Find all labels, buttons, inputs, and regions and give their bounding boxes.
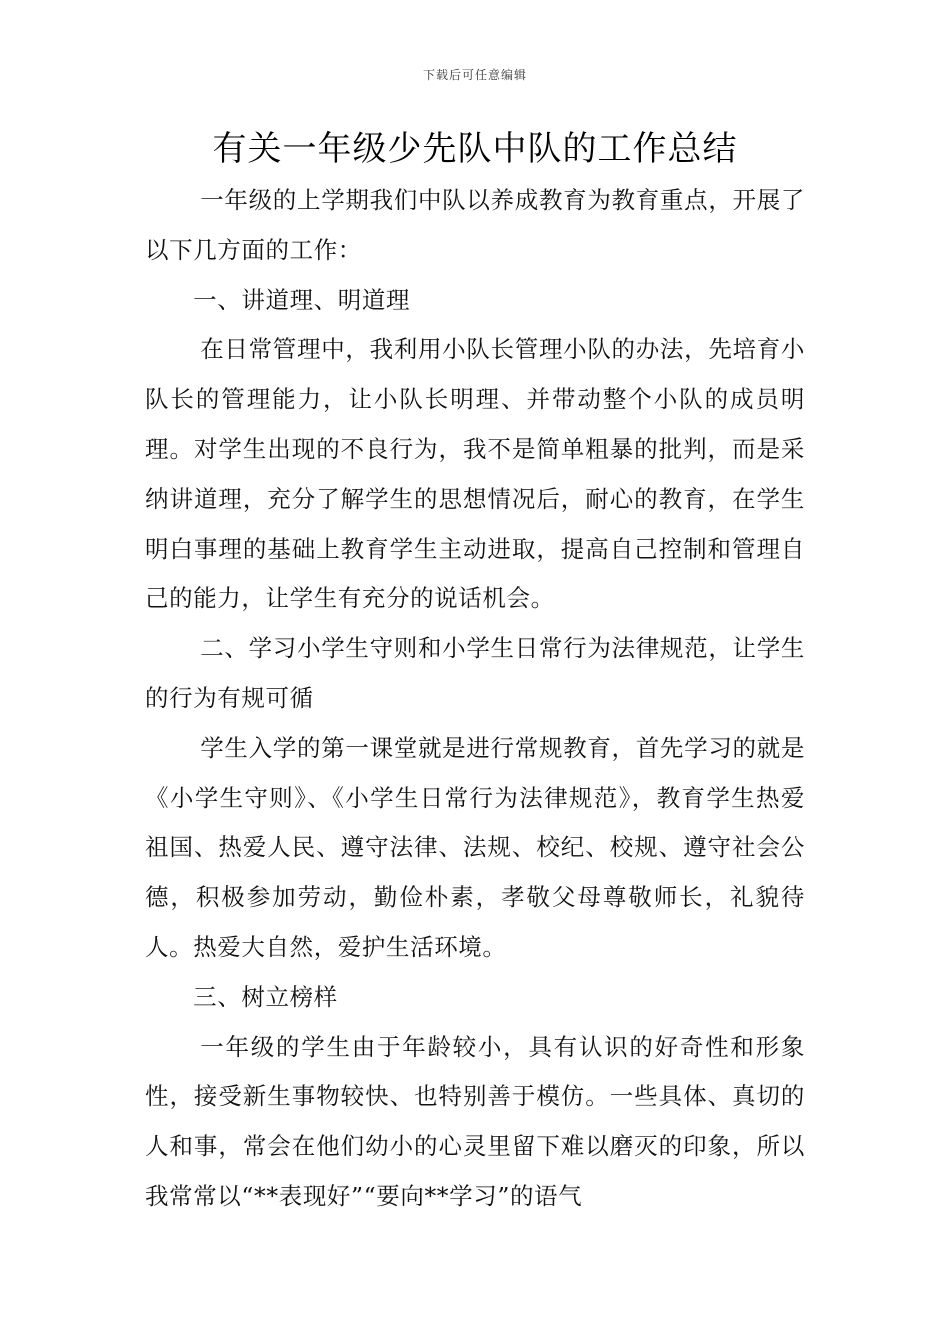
section-heading-3: 三、树立榜样	[193, 982, 338, 1011]
paragraph-section-1: 在日常管理中，我利用小队长管理小队的办法，先培育小队长的管理能力，让小队长明理、并带动整个小队的成员明理。对学生出现的不良行为，我不是简单粗暴的批判，而是采纳讲道理，充分了解学生的思想情况后，耐心的教育，在学生明白事理的基础上教育学生主动进取，提高自己控制和管理自己的能力，让学生有充分的说话机会。	[145, 335, 805, 613]
header-note: 下载后可任意编辑	[422, 68, 527, 82]
document-body	[145, 176, 805, 1222]
paragraph-section-2: 学生入学的第一课堂就是进行常规教育，首先学习的就是《小学生守则》、《小学生日常行为法律规范》，教育学生热爱祖国、热爱人民、遵守法律、法规、校纪、校规、遵守社会公德，积极参加劳动，勤俭朴素，孝敬父母尊敬师长，礼貌待人。热爱大自然，爱护生活环境。	[145, 733, 805, 961]
paragraph-intro: 一年级的上学期我们中队以养成教育为教育重点，开展了以下几方面的工作：	[145, 186, 805, 264]
section-heading-1: 一、讲道理、明道理	[193, 285, 411, 314]
section-heading-2: 二、学习小学生守则和小学生日常行为法律规范，让学生的行为有规可循	[145, 634, 805, 712]
document-title: 有关一年级少先队中队的工作总结	[212, 129, 738, 169]
paragraph-section-3: 一年级的学生由于年龄较小，具有认识的好奇性和形象性，接受新生事物较快、也特别善于模仿。一些具体、真切的人和事，常会在他们幼小的心灵里留下难以磨灭的印象，所以我常常以“**表现好”“要向**学习”的语气	[145, 1032, 805, 1210]
